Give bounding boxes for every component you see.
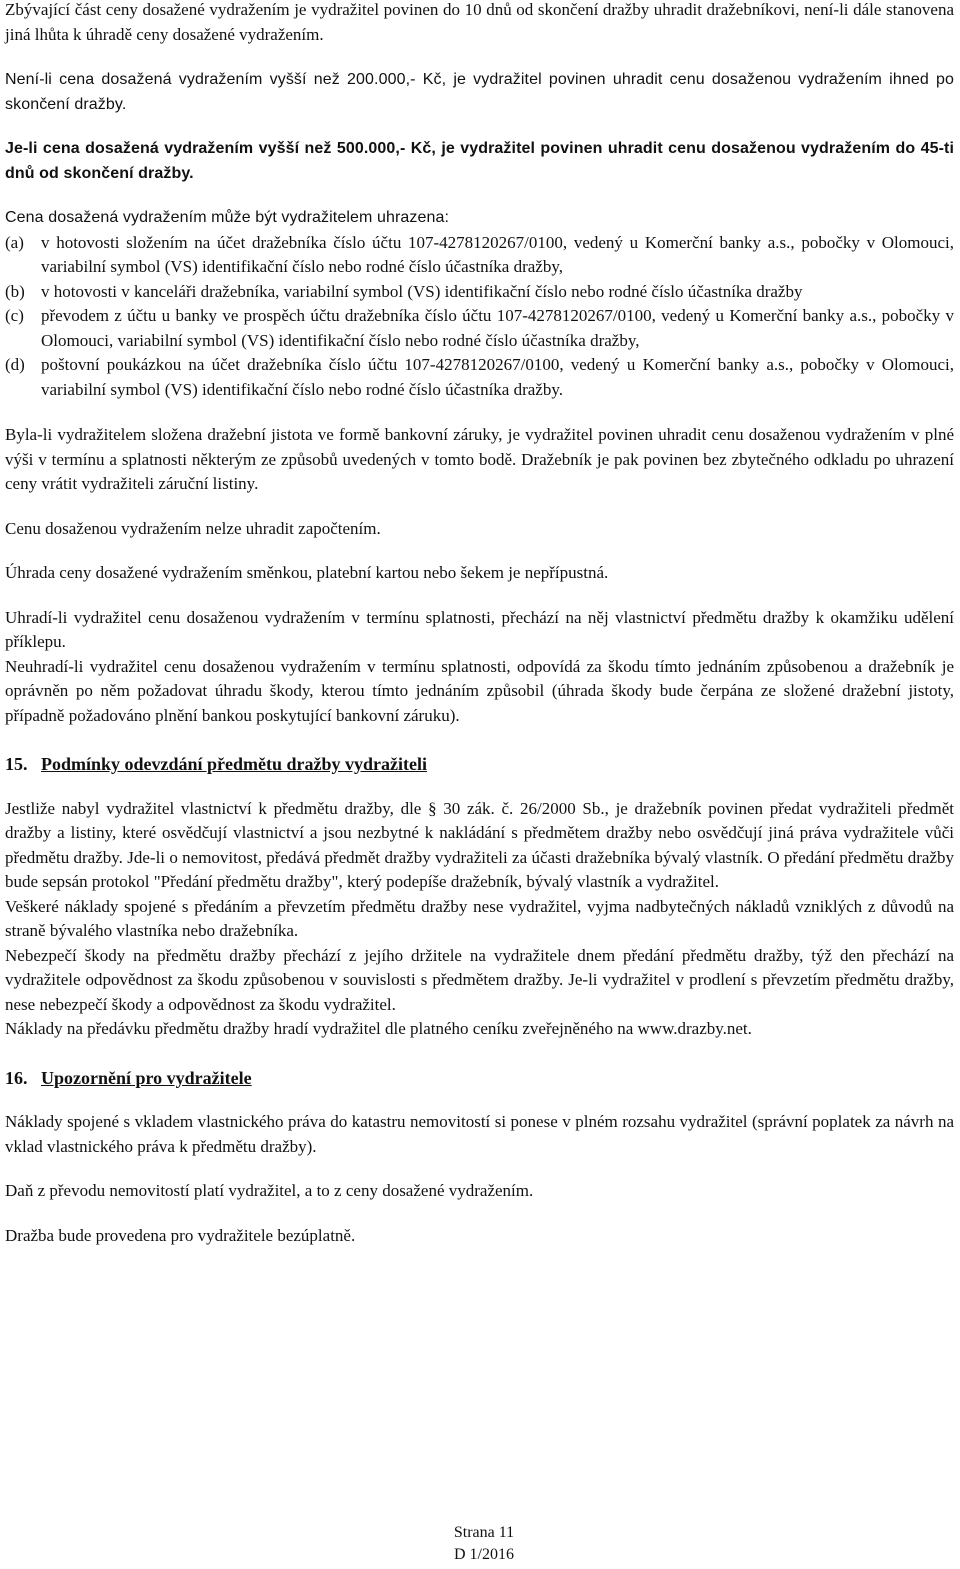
paragraph-transfer-tax: Daň z převodu nemovitostí platí vydražitel, a to z ceny dosažené vydražením. bbox=[5, 1181, 534, 1200]
list-item-mark: (d) bbox=[5, 355, 25, 374]
list-item bbox=[5, 353, 954, 402]
list-item-mark: (c) bbox=[5, 306, 24, 325]
section-15-heading bbox=[5, 752, 954, 777]
paragraph-cadastre-costs: Náklady spojené s vkladem vlastnického práva do katastru nemovitostí si ponese v plném rozsahu vydražitel (správní poplatek za návrh na vklad vlastnického práva k předmětu dražby). bbox=[5, 1112, 954, 1156]
list-item-mark: (a) bbox=[5, 232, 24, 252]
paragraph-damage-risk: Nebezpečí škody na předmětu dražby přechází z jejího držitele na vydražitele dnem předání předmětu dražby, týž den přechází na vydražitele odpovědnost za škodu způsobenou v souvislosti s předmětem dražby. Je-li vydražitel v prodlení s převzetím předmětu dražby, nese nebezpečí škody a odpovědnost za škodu vydražitel. bbox=[5, 945, 954, 1014]
paragraph-non-payment: Neuhradí-li vydražitel cenu dosaženou vydražením v termínu splatnosti, odpovídá za škodu tímto jednáním způsobenou a dražebník je oprávněn po něm požadovat úhradu škody, kterou tímto jednáním způsobil (úhrada škody bude čerpána ze složené dražební jistoty, případně požadováno plnění bankou poskytující bankovní záruku). bbox=[5, 656, 954, 725]
section-16-heading bbox=[5, 1066, 954, 1091]
page-number: Strana 11 bbox=[453, 1524, 515, 1541]
section-sign: § bbox=[428, 798, 437, 818]
paragraph-no-setoff: Cenu dosaženou vydražením nelze uhradit započtením. bbox=[5, 518, 381, 538]
list-item bbox=[5, 280, 954, 305]
list-item-text: převodem z účtu u banky ve prospěch účtu dražebníka číslo účtu 107-4278120267/0100, vedený u Komerční banky a.s., pobočky v Olomouci, variabilní symbol (VS) identifikační číslo nebo rodné číslo účastníka dražby, bbox=[41, 306, 954, 350]
list-item bbox=[5, 231, 954, 280]
list-item bbox=[5, 304, 954, 353]
paragraph-over-500000: Je-li cena dosažená vydražením vyšší než 500.000,- Kč, je vydražitel povinen uhradit cenu dosaženou vydražením do 45-ti dnů od skončení dražby. bbox=[5, 140, 954, 182]
list-item-text: poštovní poukázkou na účet dražebníka číslo účtu 107-4278120267/0100, vedený u Komerční banky a.s., pobočky v Olomouci, variabilní symbol (VS) identifikační číslo nebo rodné číslo účastníka dražby. bbox=[41, 355, 954, 399]
payment-options-list bbox=[5, 231, 954, 403]
paragraph-inadmissible-payment: Úhrada ceny dosažené vydražením směnkou, platební kartou nebo šekem je nepřípustná. bbox=[5, 563, 609, 582]
page-footer bbox=[0, 1522, 960, 1566]
paragraph-free-of-charge: Dražba bude provedena pro vydražitele bezúplatně. bbox=[5, 1225, 356, 1245]
document-code: D 1/2016 bbox=[454, 1546, 514, 1563]
paragraph-up-to-200000: Není-li cena dosažená vydražením vyšší než 200.000,- Kč, je vydražitel povinen uhradit cenu dosaženou vydražením ihned po skončení dražby. bbox=[5, 71, 954, 113]
list-item-mark: (b) bbox=[5, 281, 25, 301]
paragraph-handover-costs: Veškeré náklady spojené s předáním a převzetím předmětu dražby nese vydražitel, vyjma nadbytečných nákladů vzniklých z důvodů na straně bývalého vlastníka nebo dražebníka. bbox=[5, 896, 954, 940]
section-number: 15. bbox=[5, 754, 28, 774]
list-item-text: v hotovosti v kanceláři dražebníka, variabilní symbol (VS) identifikační číslo nebo rodné číslo účastníka dražby bbox=[41, 281, 803, 301]
section-number: 16. bbox=[5, 1067, 28, 1088]
paragraph-delivery-costs: Náklady na předávku předmětu dražby hradí vydražitel dle platného ceníku zveřejněného na www.drazby.net. bbox=[5, 1019, 752, 1038]
paragraph-payment-intro: Cena dosažená vydražením může být vydražitelem uhrazena: bbox=[5, 209, 450, 226]
text-fragment: 30 zák. č. 26/2000 Sb., je dražebník povinen předat vydražiteli předmět dražby a listiny, které osvědčují vlastnictví a jsou nezbytné k nakládání s předmětem dražby nebo osvědčují jiná práva vydražitele vůči předmětu dražby. Jde-li o nemovitost, předává předmět dražby vydražiteli za účasti dražebníka bývalý vlastník. O předání předmětu dražby bude sepsán protokol "Předání předmětu dražby", který podepíše dražebník, bývalý vlastník a vydražitel. bbox=[5, 798, 954, 891]
paragraph-remaining-price: Zbývající část ceny dosažené vydražením je vydražitel povinen do 10 dnů od skončení dražby uhradit dražebníkovi, není-li dále stanovena jiná lhůta k úhradě ceny dosažené vydražením. bbox=[5, 0, 954, 44]
paragraph-handover bbox=[5, 797, 954, 895]
section-title: Podmínky odevzdání předmětu dražby vydražiteli bbox=[41, 754, 427, 774]
list-item-text: v hotovosti složením na účet dražebníka číslo účtu 107-4278120267/0100, vedený u Komerční banky a.s., pobočky v Olomouci, variabilní symbol (VS) identifikační číslo nebo rodné číslo účastníka dražby, bbox=[41, 232, 954, 276]
paragraph-ownership-transfer: Uhradí-li vydražitel cenu dosaženou vydražením v termínu splatnosti, přechází na něj vlastnictví předmětu dražby k okamžiku udělení příklepu. bbox=[5, 607, 954, 651]
text-fragment: Jestliže nabyl vydražitel vlastnictví k předmětu dražby, dle bbox=[5, 798, 429, 818]
section-title: Upozornění pro vydražitele bbox=[41, 1067, 252, 1088]
paragraph-bank-guarantee: Byla-li vydražitelem složena dražební jistota ve formě bankovní záruky, je vydražitel povinen uhradit cenu dosaženou vydražením v plné výši v termínu a splatnosti některým ze způsobů uvedených v tomto bodě. Dražebník je pak povinen bez zbytečného odkladu po uhrazení ceny vrátit vydražiteli záruční listiny. bbox=[5, 425, 954, 493]
